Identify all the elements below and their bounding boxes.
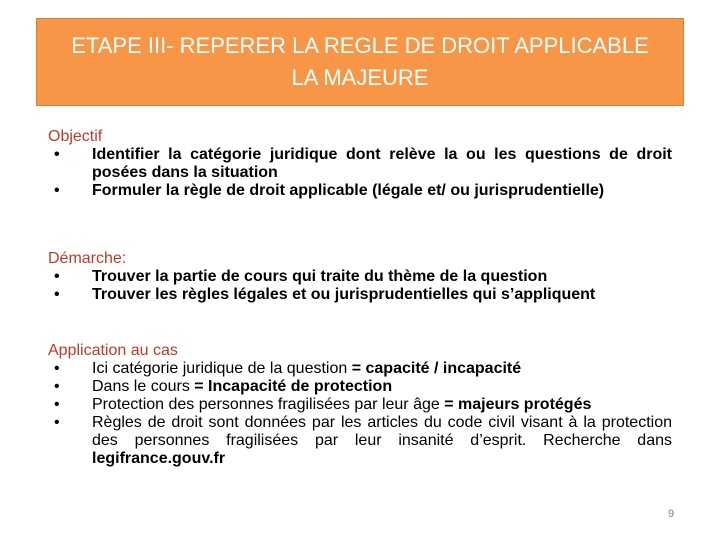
list-item (48, 378, 672, 396)
page-number: 9 (668, 508, 675, 520)
objectif-item-2: Formuler la règle de droit applicable (légale et/ ou jurisprudentielle) (92, 182, 605, 199)
bullet-icon: • (54, 146, 60, 163)
title-line-2: LA MAJEURE (291, 65, 429, 90)
list-item (48, 146, 672, 182)
demarche-section (48, 250, 672, 304)
legifrance-reference: legifrance.gouv.fr (92, 450, 226, 467)
bullet-icon: • (54, 360, 60, 377)
objectif-item-1: Identifier la catégorie juridique dont relève la ou les questions de droit posées dans la situation (92, 146, 672, 181)
list-item (48, 360, 672, 378)
list-item (48, 414, 672, 468)
application-item-4-text: Règles de droit sont données par les articles du code civil visant à la protection des personnes fragilisées par leur insanité d’esprit. Recherche dans (92, 414, 672, 449)
bullet-icon: • (54, 378, 60, 395)
application-section (48, 342, 672, 468)
application-item-1-text: Ici catégorie juridique de la question (92, 360, 352, 377)
bullet-icon: • (54, 396, 60, 413)
application-item-3-emphasis: = majeurs protégés (444, 396, 592, 413)
demarche-item-2: Trouver les règles légales et ou jurisprudentielles qui s’appliquent (92, 286, 596, 303)
bullet-icon: • (54, 286, 60, 303)
demarche-item-1: Trouver la partie de cours qui traite du thème de la question (92, 268, 548, 285)
slide-title (36, 18, 684, 106)
bullet-icon: • (54, 268, 60, 285)
application-heading: Application au cas (48, 342, 178, 359)
application-item-2-emphasis: = Incapacité de protection (194, 378, 393, 395)
bullet-icon: • (54, 182, 60, 199)
list-item (48, 396, 672, 414)
application-item-2-text: Dans le cours (92, 378, 195, 395)
title-line-1: ETAPE III- REPERER LA REGLE DE DROIT APPLICABLE (71, 33, 649, 58)
demarche-heading: Démarche: (48, 250, 127, 267)
application-item-1-emphasis: = capacité / incapacité (351, 360, 522, 377)
list-item (48, 182, 672, 200)
list-item (48, 286, 672, 304)
list-item (48, 268, 672, 286)
objectif-section (48, 128, 672, 200)
objectif-heading: Objectif (48, 128, 103, 145)
bullet-icon: • (54, 414, 60, 431)
application-item-3-text: Protection des personnes fragilisées par leur âge (92, 396, 445, 413)
